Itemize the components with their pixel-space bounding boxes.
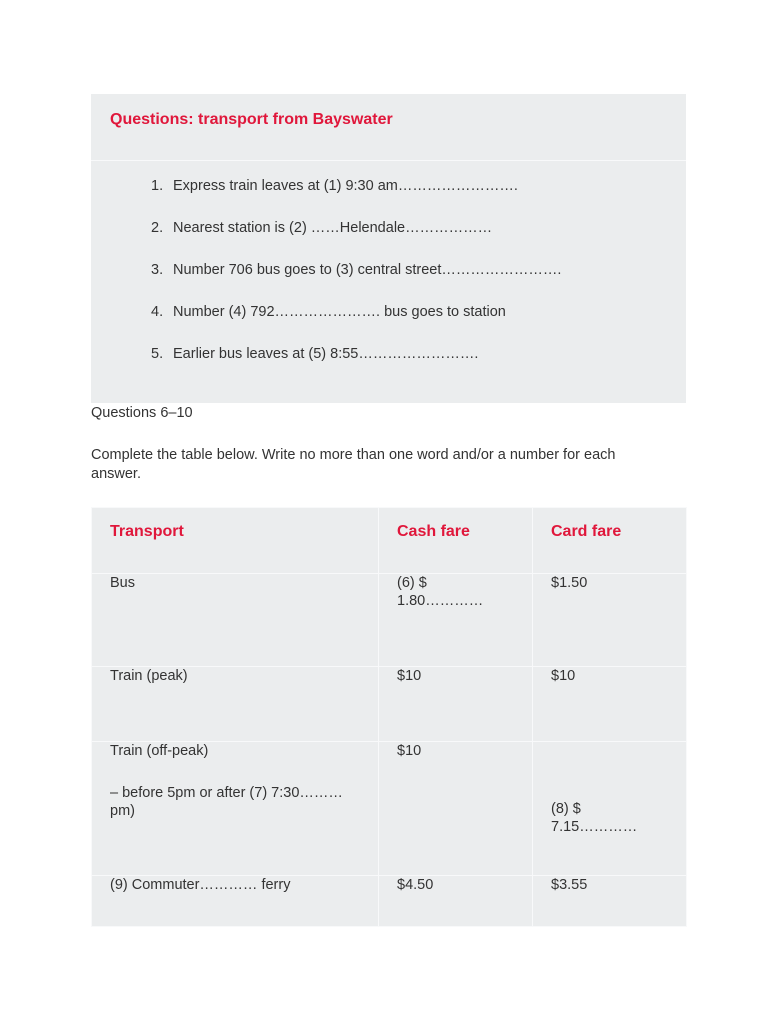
- list-item: [151, 220, 492, 236]
- header-transport: Transport: [92, 508, 379, 574]
- cell-card: $1.50: [533, 574, 687, 667]
- transport-name: Train (off-peak): [110, 743, 209, 759]
- item-text: Earlier bus leaves at (5) 8:55…………………….: [173, 346, 479, 362]
- item-text: Number 706 bus goes to (3) central street…………………….: [173, 262, 562, 278]
- item-text: Nearest station is (2) ……Helendale………………: [173, 220, 493, 236]
- cell-cash: $4.50: [379, 876, 533, 927]
- questions-box: [91, 94, 686, 403]
- cell-card: $10: [533, 667, 687, 742]
- cell-transport: Bus: [92, 574, 379, 667]
- item-number: 2.: [151, 220, 164, 236]
- instruction-text: Complete the table below. Write no more than one word and/or a number for each answer.: [91, 447, 616, 482]
- section-heading: Questions 6–10: [91, 405, 193, 421]
- list-item: [151, 262, 561, 278]
- cell-transport: Train (peak): [92, 667, 379, 742]
- cell-card: $3.55: [533, 876, 687, 927]
- transport-note: – before 5pm or after (7) 7:30……… pm): [110, 785, 343, 819]
- item-number: 5.: [151, 346, 164, 362]
- item-number: 3.: [151, 262, 164, 278]
- cell-cash: $10: [379, 742, 533, 876]
- item-number: 4.: [151, 304, 164, 320]
- cell-cash: $10: [379, 667, 533, 742]
- cell-card: (8) $ 7.15…………: [533, 742, 687, 876]
- table-row: [92, 876, 687, 927]
- table-row: [92, 742, 687, 876]
- list-item: [151, 304, 506, 320]
- table-row: [92, 667, 687, 742]
- list-item: [151, 178, 518, 194]
- header-cash-fare: Cash fare: [379, 508, 533, 574]
- cell-transport: (9) Commuter………… ferry: [92, 876, 379, 927]
- questions-box-header: [91, 94, 686, 161]
- item-text: Express train leaves at (1) 9:30 am…………………….: [173, 178, 518, 194]
- questions-title: Questions: transport from Bayswater: [110, 111, 393, 128]
- table-row: [92, 574, 687, 667]
- header-card-fare: Card fare: [533, 508, 687, 574]
- table-header-row: [92, 508, 687, 574]
- list-item: [151, 346, 478, 362]
- item-text: Number (4) 792…………………. bus goes to station: [173, 304, 506, 320]
- cell-transport: [92, 742, 379, 876]
- fares-table: [91, 507, 687, 927]
- item-number: 1.: [151, 178, 164, 194]
- cell-cash: (6) $ 1.80…………: [379, 574, 533, 667]
